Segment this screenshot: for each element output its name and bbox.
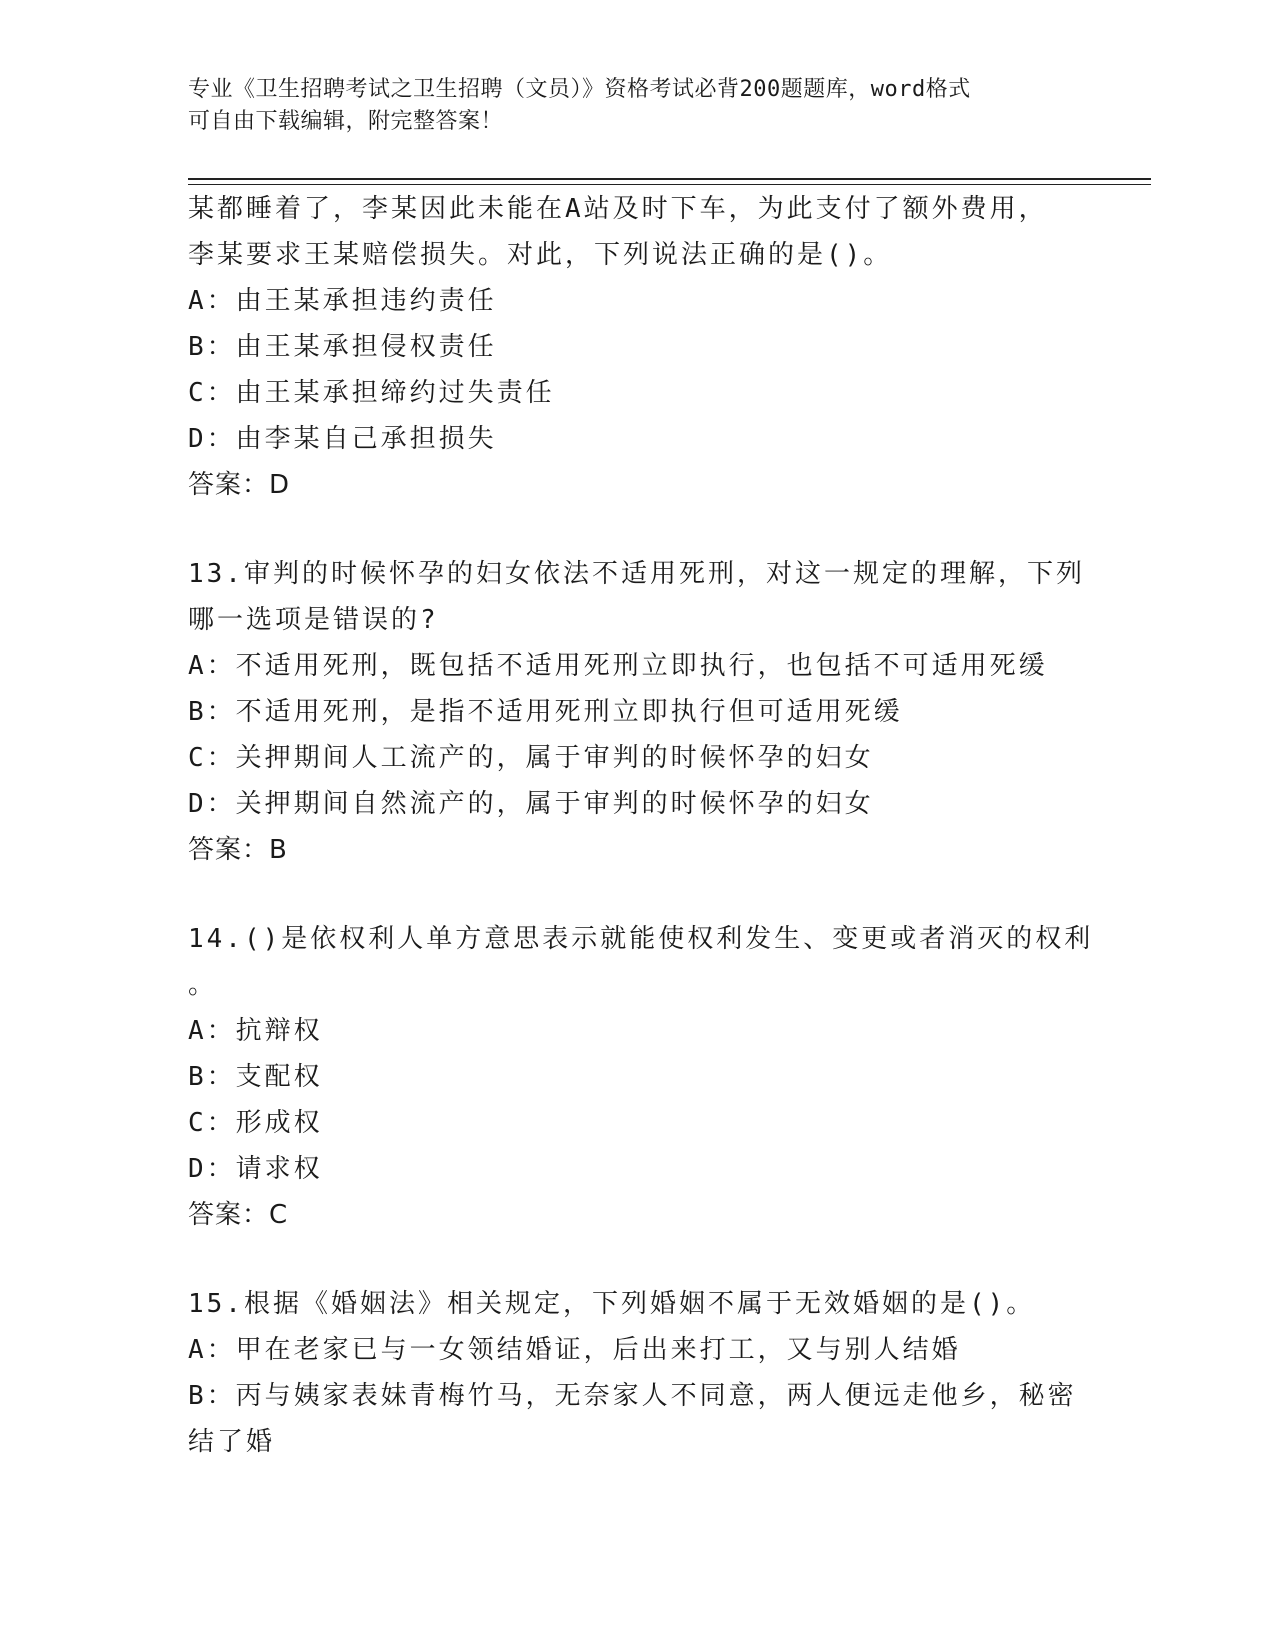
option-b-continued: 结了婚 [188, 1427, 276, 1457]
option-b: B：不适用死刑，是指不适用死刑立即执行但可适用死缓 [188, 697, 903, 727]
question-list [188, 186, 1094, 1465]
option-c: C：由王某承担缔约过失责任 [188, 378, 555, 408]
document-header [188, 74, 1088, 138]
option-b: B：丙与姨家表妹青梅竹马，无奈家人不同意，两人便远走他乡，秘密 [188, 1381, 1077, 1411]
answer: 答案：C [188, 1200, 289, 1230]
question-13 [188, 551, 1088, 873]
question-12 [188, 186, 1088, 508]
question-stem: 李某要求王某赔偿损失。对此，下列说法正确的是()。 [188, 240, 893, 270]
option-a: A：甲在老家已与一女领结婚证，后出来打工，又与别人结婚 [188, 1335, 961, 1365]
header-divider-thin [188, 184, 1151, 185]
question-stem: 14.()是依权利人单方意思表示就能使权利发生、变更或者消灭的权利 [188, 924, 1094, 954]
question-stem: 15.根据《婚姻法》相关规定，下列婚姻不属于无效婚姻的是()。 [188, 1289, 1036, 1319]
header-line-2: 可自由下载编辑，附完整答案！ [188, 109, 504, 134]
question-stem: 。 [188, 970, 218, 1000]
question-gap [188, 1238, 1088, 1281]
answer: 答案：B [188, 835, 288, 865]
option-c: C：关押期间人工流产的，属于审判的时候怀孕的妇女 [188, 743, 874, 773]
question-gap [188, 508, 1088, 551]
option-d: D：请求权 [188, 1154, 323, 1184]
answer: 答案：D [188, 470, 291, 500]
header-divider-thick [188, 178, 1151, 180]
option-a: A：不适用死刑，既包括不适用死刑立即执行，也包括不可适用死缓 [188, 651, 1048, 681]
option-b: B：支配权 [188, 1062, 323, 1092]
header-line-1: 专业《卫生招聘考试之卫生招聘（文员）》资格考试必背200题题库，word格式 [188, 77, 971, 102]
option-a: A：抗辩权 [188, 1016, 323, 1046]
question-stem: 某都睡着了，李某因此未能在A站及时下车，为此支付了额外费用， [188, 194, 1048, 224]
option-a: A：由王某承担违约责任 [188, 286, 497, 316]
question-14 [188, 916, 1094, 1238]
question-stem: 哪一选项是错误的? [188, 605, 439, 635]
option-d: D：由李某自己承担损失 [188, 424, 497, 454]
option-c: C：形成权 [188, 1108, 323, 1138]
question-15 [188, 1281, 1088, 1465]
option-d: D：关押期间自然流产的，属于审判的时候怀孕的妇女 [188, 789, 874, 819]
option-b: B：由王某承担侵权责任 [188, 332, 497, 362]
question-stem: 13.审判的时候怀孕的妇女依法不适用死刑，对这一规定的理解，下列 [188, 559, 1085, 589]
question-gap [188, 873, 1088, 916]
